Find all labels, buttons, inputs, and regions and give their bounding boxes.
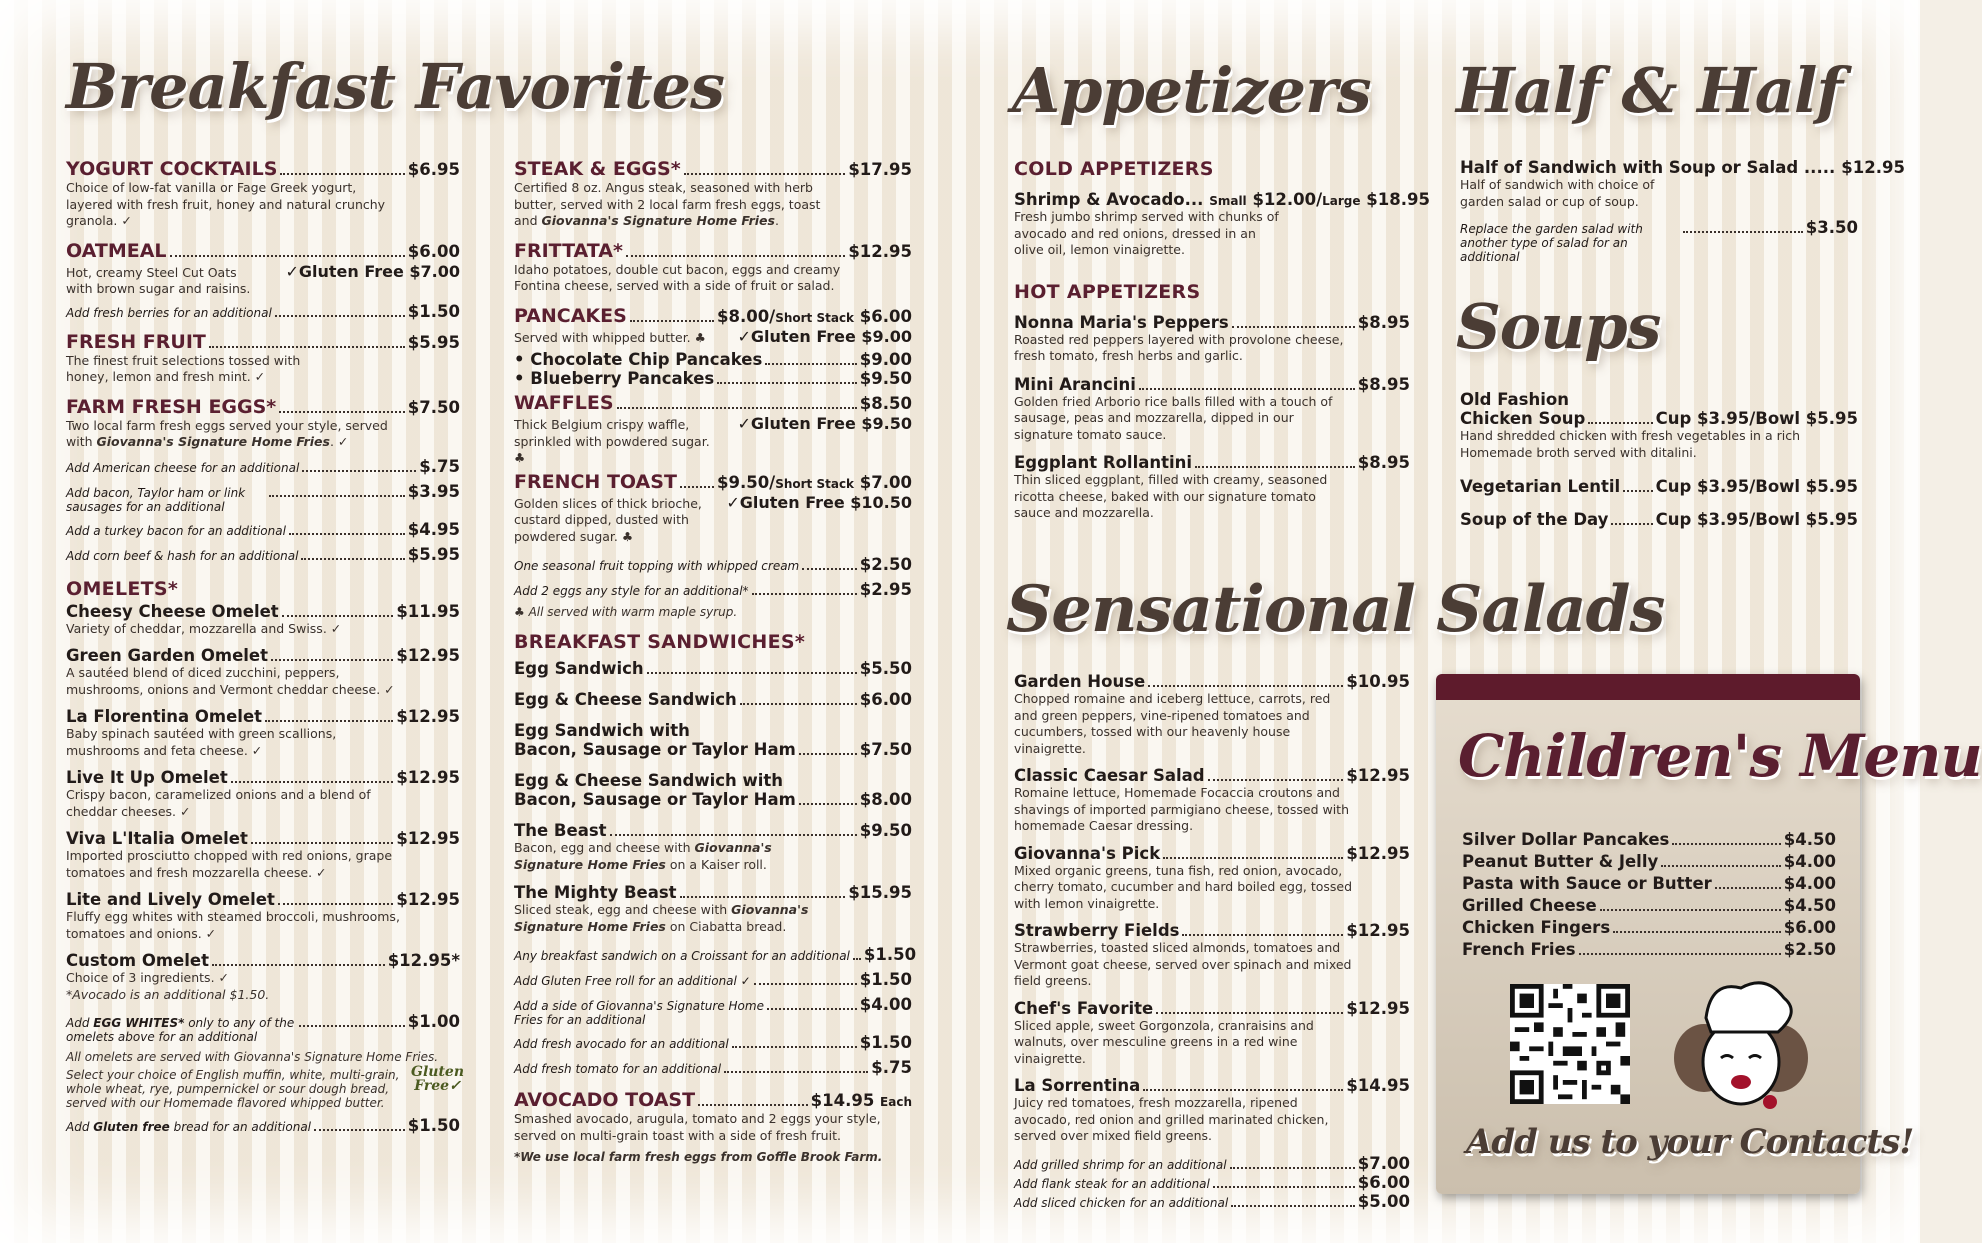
item-name: French Fries	[1462, 940, 1576, 959]
half-half-title: Half & Half	[1456, 54, 1843, 127]
menu-item	[66, 602, 460, 638]
childrens-menu-box	[1436, 674, 1982, 1194]
item-name: Old Fashion	[1460, 390, 1569, 409]
cold-appetizers-heading: COLD APPETIZERS	[1014, 158, 1214, 180]
item-name: Eggplant Rollantini	[1014, 453, 1193, 472]
item-price: $9.00	[859, 350, 912, 369]
bread-choice-note: Select your choice of English muffin, white, multi-grain, whole wheat, rye, pumpernickel or sour dough bread, served with our Homemade flavored whipped butter.	[66, 1068, 400, 1110]
menu-item-steak-eggs	[514, 158, 912, 230]
item-name: The Beast	[514, 821, 607, 840]
item-name: Peanut Butter & Jelly	[1462, 852, 1659, 871]
item-name: Vegetarian Lentil	[1460, 477, 1621, 496]
addon-text: Add Gluten free bread for an additional	[66, 1120, 312, 1134]
breakfast-column-2	[514, 158, 917, 1174]
menu-item	[66, 707, 460, 759]
addon-text: Add bacon, Taylor ham or link sausages for an additional	[66, 485, 246, 514]
item-price: $8.95	[1357, 453, 1410, 472]
item-name: WAFFLES	[514, 392, 614, 414]
menu-item	[1014, 672, 1410, 757]
syrup-note: ♣ All served with warm maple syrup.	[514, 605, 738, 619]
addon-price: $2.95	[859, 580, 912, 599]
salads-column	[1014, 672, 1410, 1211]
item-name: Pasta with Sauce or Butter	[1462, 874, 1712, 893]
item-desc: Romaine lettuce, Homemade Focaccia croutons and shavings of imported parmigiano cheese, tossed with homemade Caesar dressing.	[1014, 785, 1349, 833]
item-name: PANCAKES	[514, 304, 627, 327]
item-name: FARM FRESH EGGS*	[66, 395, 277, 418]
item-desc: Hand shredded chicken with fresh vegetables in a rich Homemade broth served with ditalini.	[1460, 428, 1800, 460]
addon-price: $1.50	[863, 945, 917, 964]
menu-item	[1014, 375, 1410, 444]
farm-note: *We use local farm fresh eggs from Goffle Brook Farm.	[514, 1150, 883, 1164]
item-price: $12.95	[848, 241, 912, 261]
item-desc: Sliced apple, sweet Gorgonzola, cranraisins and walnuts, over mesculine greens in a red wine vinaigrette.	[1014, 1017, 1314, 1066]
menu-item-waffles	[514, 392, 912, 467]
item-desc: Mixed organic greens, tuna fish, red onion, avocado, cherry tomato, cucumber and hard boiled egg, tossed with lemon vinaigrette.	[1014, 862, 1353, 911]
item-price: $8.50	[859, 394, 912, 413]
item-desc: Idaho potatoes, double cut bacon, eggs and creamy Fontina cheese, served with a side of fruit or salad.	[514, 261, 841, 293]
small-price: $12.00/	[1252, 190, 1323, 209]
item-desc: Smashed avocado, arugula, tomato and 2 eggs your style, served on multi-grain toast with a side of fresh fruit.	[514, 1111, 881, 1143]
appetizers-column	[1014, 158, 1430, 532]
addon-price: $1.50	[859, 1033, 912, 1052]
gluten-free-price: ✓Gluten Free $7.00	[285, 261, 460, 281]
item-desc: Thick Belgium crispy waffle, sprinkled with powdered sugar. ♣	[514, 417, 710, 465]
item-price: $12.95	[1346, 766, 1410, 785]
item-price: $9.50/Short Stack $7.00	[716, 472, 912, 492]
item-price: $12.95	[1346, 921, 1410, 940]
item-desc: Served with whipped butter. ♣	[514, 329, 706, 345]
item-name: • Chocolate Chip Pancakes	[514, 350, 763, 369]
item-name: La Florentina Omelet	[66, 707, 263, 726]
item-price: $6.00	[859, 690, 912, 709]
menu-item-yogurt	[66, 158, 460, 230]
addon-text: Add corn beef & hash for an additional	[66, 548, 299, 563]
sandwich-notes	[514, 945, 917, 1077]
addon-price: $.75	[419, 456, 460, 476]
pancake-notes	[514, 555, 912, 619]
item-name: Lite and Lively Omelet	[66, 890, 275, 909]
item-price: Cup $3.95/Bowl $5.95	[1655, 510, 1858, 529]
item-price: $5.95	[407, 332, 460, 352]
gluten-free-price: ✓Gluten Free $9.00	[737, 326, 912, 346]
item-desc: Certified 8 oz. Angus steak, seasoned with herb butter, served with 2 local farm fresh eggs, toast and Giovanna's Signature Home Fries.	[514, 180, 821, 228]
item-price: $8.00/Short Stack $6.00	[716, 306, 912, 326]
menu-item-egg-sandwich-meat	[514, 721, 912, 759]
addon-text: Add fresh tomato for an additional	[514, 1062, 722, 1076]
item-price: $8.95	[1357, 374, 1410, 394]
sandwiches-heading: BREAKFAST SANDWICHES*	[514, 631, 806, 653]
menu-item-the-beast	[514, 821, 912, 873]
addon-price: $5.95	[407, 544, 460, 564]
kids-menu-item	[1462, 940, 1836, 959]
addon-price: $4.00	[859, 995, 912, 1014]
item-desc: Bacon, egg and cheese with Giovanna's Signature Home Fries on a Kaiser roll.	[514, 840, 772, 872]
item-price: $4.50	[1783, 896, 1836, 915]
menu-item-pancakes	[514, 305, 912, 389]
sandwich-list	[514, 659, 917, 1077]
item-price: $4.50	[1783, 830, 1836, 849]
addon-price: $5.00	[1357, 1191, 1410, 1211]
soups-column	[1460, 390, 1858, 529]
item-desc: Roasted red peppers layered with provolone cheese, fresh tomato, fresh herbs and garlic.	[1014, 331, 1344, 363]
addon-text: Add fresh berries for an additional	[66, 305, 272, 320]
menu-item	[1014, 453, 1410, 522]
menu-item	[1014, 1076, 1410, 1145]
half-half-column	[1460, 158, 1905, 264]
addon-price: $1.50	[407, 301, 460, 321]
item-desc: Chopped romaine and iceberg lettuce, carrots, red and green peppers, vine-ripened tomatoes and cucumbers, tossed with our heavenly house vinaigrette.	[1014, 691, 1331, 756]
item-name: FRESH FRUIT	[66, 330, 206, 353]
gluten-free-price: ✓Gluten Free $9.50	[737, 414, 912, 433]
egg-addons	[66, 457, 460, 564]
menu-item	[66, 890, 460, 942]
item-price: $6.00	[407, 241, 460, 261]
item-desc: Choice of 3 ingredients. ✓	[66, 970, 229, 985]
item-name: YOGURT COCKTAILS	[66, 158, 278, 180]
item-desc: Strawberries, toasted sliced almonds, tomatoes and Vermont goat cheese, served over spinach and mixed field greens.	[1014, 940, 1352, 988]
item-price: $12.95	[396, 646, 460, 665]
addon-text: Add American cheese for an additional	[66, 460, 300, 475]
addon-text: Add a side of Giovanna's Signature Home Fries for an additional	[514, 999, 764, 1027]
gluten-free-badge: Gluten Free✓	[411, 1064, 465, 1094]
item-price: $12.95	[396, 707, 460, 726]
item-price: $8.00	[859, 790, 912, 809]
item-price: $12.95	[1841, 158, 1905, 177]
menu-item-shrimp-avocado: Shrimp & Avocado... Small $12.00/ Large $18.95 Fresh jumbo shrimp served with chunks of avocado and red onions, dressed in an olive oil, lemon vinaigrette.	[1014, 190, 1430, 257]
item-name: Egg & Cheese Sandwich	[514, 690, 737, 709]
item-name: Live It Up Omelet	[66, 768, 228, 787]
item-name: Egg & Cheese Sandwich with	[514, 771, 784, 790]
large-price: $18.95	[1366, 190, 1430, 209]
salad-list	[1014, 672, 1410, 1145]
addon-price: $3.50	[1805, 218, 1858, 237]
menu-item	[66, 646, 460, 698]
menu-item	[1014, 766, 1410, 835]
salads-title: Sensational Salads	[1006, 572, 1665, 647]
item-name: Nonna Maria's Peppers	[1014, 312, 1229, 332]
item-price: $9.50	[859, 821, 912, 840]
childrens-menu-title: Children's Menu	[1458, 722, 1982, 790]
omelet-list	[66, 602, 460, 1004]
item-name: Grilled Cheese	[1462, 896, 1597, 915]
item-price: $12.95	[396, 829, 460, 848]
item-name: Classic Caesar Salad	[1014, 766, 1205, 785]
addon-text: Replace the garden salad with another type of salad for an additional	[1460, 222, 1643, 264]
item-desc: Imported prosciutto chopped with red onions, grape tomatoes and fresh mozzarella cheese. ✓	[66, 848, 393, 880]
item-desc: Variety of cheddar, mozzarella and Swiss. ✓	[66, 620, 342, 636]
item-name: AVOCADO TOAST	[514, 1089, 696, 1111]
item-name: Green Garden Omelet	[66, 646, 269, 665]
kids-menu-item	[1462, 852, 1836, 871]
item-name: Giovanna's Pick	[1014, 843, 1161, 863]
item-desc: Sliced steak, egg and cheese with Giovanna's Signature Home Fries on Ciabatta bread.	[514, 902, 809, 934]
item-name: STEAK & EGGS*	[514, 158, 681, 180]
omelets-heading: OMELETS*	[66, 577, 179, 600]
item-price: $2.50	[1783, 940, 1836, 959]
item-name: Bacon, Sausage or Taylor Ham	[514, 790, 796, 809]
menu-item	[1014, 313, 1410, 365]
menu-item-farm-eggs	[66, 396, 460, 564]
item-price: $9.50	[859, 369, 912, 388]
item-price: Cup $3.95/Bowl $5.95	[1655, 409, 1858, 428]
item-desc: Golden fried Arborio rice balls filled with a touch of sausage, peas and mozzarella, dipped in our signature tomato sauce.	[1014, 393, 1333, 442]
menu-item	[1014, 921, 1410, 990]
menu-item-soup-of-day	[1460, 510, 1858, 529]
item-price: $4.00	[1783, 852, 1836, 871]
appetizers-title: Appetizers	[1012, 54, 1371, 127]
addon-price: $.75	[871, 1058, 912, 1077]
item-name: Chef's Favorite	[1014, 998, 1154, 1018]
addon-text: One seasonal fruit topping with whipped cream	[514, 559, 800, 573]
addon-price: $1.00	[407, 1012, 460, 1031]
item-name: Half of Sandwich with Soup or Salad .....	[1460, 158, 1836, 177]
item-desc: Golden slices of thick brioche, custard dipped, dusted with powdered sugar. ♣	[514, 495, 702, 544]
menu-item-avocado-toast	[514, 1089, 912, 1164]
item-price: Cup $3.95/Bowl $5.95	[1655, 477, 1858, 496]
addon-price: $1.50	[859, 970, 912, 989]
item-desc: Fresh jumbo shrimp served with chunks of avocado and red onions, dressed in an olive oil, lemon vinaigrette.	[1014, 209, 1279, 257]
item-name: FRENCH TOAST	[514, 470, 677, 493]
item-price: $5.50	[859, 659, 912, 678]
menu-item-mighty-beast	[514, 883, 912, 935]
item-desc: A sautéed blend of diced zucchini, peppers, mushrooms, onions and Vermont cheddar cheese. ✓	[66, 665, 395, 697]
item-price: $14.95	[1346, 1076, 1410, 1095]
item-price: $17.95	[848, 160, 912, 179]
half-half-note	[1460, 218, 1858, 264]
gluten-free-price: ✓Gluten Free $10.50	[726, 492, 912, 512]
item-name: Viva L'Italia Omelet	[66, 829, 248, 848]
soups-title: Soups	[1456, 290, 1661, 363]
item-note: *Avocado is an additional $1.50.	[66, 986, 270, 1002]
addon-text: Add Gluten Free roll for an additional ✓	[514, 974, 751, 988]
item-name: Chicken Soup	[1460, 409, 1586, 428]
item-desc: Thin sliced eggplant, filled with creamy, seasoned ricotta cheese, baked with our signature tomato sauce and mozzarella.	[1014, 472, 1328, 520]
menu-item	[66, 768, 460, 820]
addon-price: $3.95	[407, 481, 460, 501]
item-desc: Fluffy egg whites with steamed broccoli, mushrooms, tomatoes and onions. ✓	[66, 909, 400, 941]
addon-text: Add 2 eggs any style for an additional*	[514, 584, 749, 598]
item-name: OATMEAL	[66, 239, 167, 262]
item-name: Strawberry Fields	[1014, 921, 1180, 940]
kids-menu-item	[1462, 830, 1836, 849]
item-desc: Hot, creamy Steel Cut Oats with brown sugar and raisins.	[66, 264, 251, 296]
item-name: Custom Omelet	[66, 951, 209, 970]
menu-item-fresh-fruit	[66, 331, 460, 386]
item-price: $15.95	[848, 883, 912, 902]
item-desc: Half of sandwich with choice of garden salad or cup of soup.	[1460, 177, 1655, 209]
menu-item-frittata	[514, 240, 912, 295]
item-price: $7.50	[859, 740, 912, 759]
menu-item-chicken-soup	[1460, 390, 1858, 461]
item-name: La Sorrentina	[1014, 1076, 1141, 1095]
hot-appetizers-heading: HOT APPETIZERS	[1014, 280, 1201, 303]
menu-item-egg-cheese-sandwich-meat	[514, 771, 912, 809]
item-desc: The finest fruit selections tossed with honey, lemon and fresh mint. ✓	[66, 352, 301, 384]
salad-addons	[1014, 1154, 1410, 1211]
kids-menu-item	[1462, 874, 1836, 893]
item-name: Shrimp & Avocado...	[1014, 190, 1204, 209]
menu-item	[1014, 999, 1410, 1068]
item-price: $7.50	[407, 397, 460, 417]
item-price: $11.95	[396, 601, 460, 621]
menu-item	[66, 829, 460, 881]
add-contacts-text: Add us to your Contacts!	[1466, 1122, 1914, 1162]
item-name: FRITTATA*	[514, 239, 623, 262]
item-desc: Crispy bacon, caramelized onions and a blend of cheddar cheeses. ✓	[66, 787, 371, 819]
qr-code-icon[interactable]	[1510, 984, 1630, 1104]
kids-menu-item	[1462, 918, 1836, 937]
breakfast-column-1	[66, 158, 465, 1135]
omelet-notes	[66, 1012, 465, 1135]
addon-text: Add grilled shrimp for an additional	[1014, 1157, 1227, 1172]
menu-item-lentil	[1460, 477, 1858, 496]
item-name: Bacon, Sausage or Taylor Ham	[514, 740, 796, 759]
addon-text: Add EGG WHITES* only to any of the omelets above for an additional	[66, 1016, 295, 1044]
item-price: $6.00	[1783, 918, 1836, 937]
menu-item	[1014, 844, 1410, 913]
item-price: $12.95	[1346, 998, 1410, 1018]
item-name: Garden House	[1014, 672, 1146, 691]
childrens-menu-bar	[1436, 674, 1860, 700]
menu-item	[66, 951, 460, 1003]
item-desc: Choice of low-fat vanilla or Fage Greek yogurt, layered with fresh fruit, honey and natural crunchy granola. ✓	[66, 180, 386, 228]
addon-price: $2.50	[859, 555, 912, 574]
addon-text: Add fresh avocado for an additional	[514, 1037, 729, 1051]
item-name: Chicken Fingers	[1462, 918, 1611, 937]
addon-text: Add a turkey bacon for an additional	[66, 523, 286, 538]
item-desc: Two local farm fresh eggs served your style, served with Giovanna's Signature Home Fries. ✓	[66, 417, 388, 449]
item-name: Silver Dollar Pancakes	[1462, 830, 1670, 849]
addon-price: $6.00	[1357, 1172, 1410, 1192]
item-name: Cheesy Cheese Omelet	[66, 601, 279, 621]
all-served-note: All omelets are served with Giovanna's Signature Home Fries.	[66, 1050, 439, 1064]
item-price: $14.95 Each	[810, 1091, 912, 1110]
item-desc: Juicy red tomatoes, fresh mozzarella, ripened avocado, red onion and grilled marinated chicken, served over mixed field greens.	[1014, 1095, 1329, 1143]
item-price: $6.95	[407, 160, 460, 179]
childrens-menu-list	[1462, 830, 1836, 962]
item-name: The Mighty Beast	[514, 883, 677, 902]
addon-text: Any breakfast sandwich on a Croissant for an additional	[514, 949, 850, 963]
item-name: Mini Arancini	[1014, 374, 1136, 394]
addon-text: Add flank steak for an additional	[1014, 1176, 1210, 1191]
item-price: $12.95	[1346, 843, 1410, 863]
kids-menu-item	[1462, 896, 1836, 915]
hot-appetizer-list	[1014, 313, 1410, 522]
item-price: $12.95*	[387, 951, 460, 970]
item-price: $12.95	[396, 890, 460, 909]
item-name: Egg Sandwich	[514, 659, 644, 678]
chef-mascot-icon	[1666, 970, 1816, 1120]
item-price: $12.95	[396, 768, 460, 787]
menu-item-french-toast	[514, 471, 912, 546]
item-desc: Baby spinach sautéed with green scallions, mushrooms and feta cheese. ✓	[66, 726, 337, 758]
item-price: $10.95	[1346, 672, 1410, 691]
menu-item-oatmeal	[66, 240, 460, 321]
addon-price: $1.50	[407, 1116, 460, 1135]
addon-price: $7.00	[1357, 1153, 1410, 1173]
breakfast-title: Breakfast Favorites	[66, 50, 725, 123]
item-price: $4.00	[1783, 874, 1836, 893]
addon-text: Add sliced chicken for an additional	[1014, 1195, 1229, 1210]
item-price: $8.95	[1357, 312, 1410, 332]
addon-price: $4.95	[407, 519, 460, 539]
item-name: • Blueberry Pancakes	[514, 369, 715, 388]
item-name: Soup of the Day	[1460, 510, 1609, 529]
item-name: Egg Sandwich with	[514, 721, 690, 740]
